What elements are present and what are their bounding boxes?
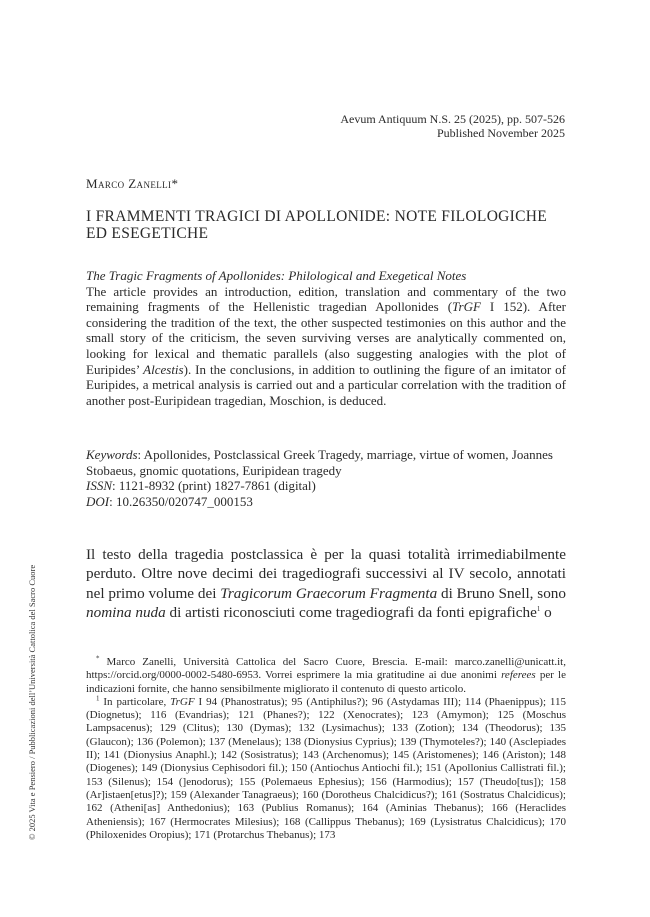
author-name: Marco Zanelli (86, 176, 172, 191)
keywords: Keywords: Apollonides, Postclassical Greek Tragedy, marriage, virtue of women, Joannes Stobaeus, gnomic quotations, Euripidean tragedy (86, 447, 553, 478)
footnote-star: * Marco Zanelli, Università Cattolica del Sacro Cuore, Brescia. E-mail: marco.zanelli@unicatt.it, https://orcid.org/0000-0002-5480-6953. Vorrei esprimere la mia gratitudine ai due anonimi referees per le indicazioni fornite, che hanno sensibilmente migliorato il contenuto di questo articolo. (86, 654, 566, 695)
author-footnote-mark: * (171, 176, 179, 191)
body-text: Il testo della tragedia postclassica è per la quasi totalità irrimediabilmente perduto. Oltre nove decimi dei tragediografi successivi al IV secolo, annotati nel primo volume dei Tragicorum Graecorum Fragmenta di Bruno Snell, sono nomina nuda di artisti riconosciuti come tragediografi da fonti epigrafiche$^1$ o (86, 546, 566, 622)
doi: DOI: 10.26350/020747_000153 (86, 493, 253, 509)
copyright-side-note: © 2025 Vita e Pensiero / Pubblicazioni dell’Università Cattolica del Sacro Cuore (27, 564, 37, 840)
abstract (86, 268, 566, 408)
english-title: The Tragic Fragments of Apollonides: Philological and Exegetical Notes (86, 268, 467, 283)
journal-line: Aevum Antiquum N.S. 25 (2025), pp. 507-526 (340, 112, 565, 126)
keywords-block (86, 447, 566, 509)
abstract-text: The article provides an introduction, edition, translation and commentary of the two remaining fragments of the Hellenistic tragedian Apollonides (TrGF I 152). After considering the tradition of the text, the other suspected testimonies on this author and the small story of the criticism, the seven surviving verses are analytically commented on, looking for lexical and thematic parallels (also suggesting analogies with the plot of Euripides’ Alcestis). In the conclusions, in addition to outlining the figure of an imitator of Euripides, a metrical analysis is carried out and a particular correlation with the tradition of another post-Euripidean tragedian, Moschion, is deduced. (86, 283, 566, 408)
journal-citation (340, 112, 565, 140)
footnote-1: $^1$ In particolare, TrGF I 94 (Phanostratus); 95 (Antiphilus?); 96 (Astydamas III); 114 (Phaenippus); 115 (Diognetus); 116 (Evandrias); 121 (Phanes?); 122 (Xenocrates); 123 (Amymon); 125 (Moschus Lampsacenus); 129 (Clitus); 130 (Dymas); 132 (Lysimachus); 133 (Zotion); 134 (Theodorus); 135 (Glaucon); 136 (Polemon); 137 (Menelaus); 138 (Dionysius Cyprius); 139 (Thymoteles?); 140 (Asclepiades II); 141 (Dionysius Anaphl.); 142 (Sosistratus); 143 (Archenomus); 145 (Aristomenes); 146 (Ariston); 148 (Diogenes); 149 (Dionysius Cephisodori fil.); 150 (Antiochus Antiochi fil.); 151 (Apollonius Callistrati fil.); 153 (Silenus); 154 (]enodorus); 155 (Polemaeus Ephesius); 156 (Harmodius); 157 (Theudo[tus]); 158 (Ar]istaen[etus]?); 159 (Alexander Tanagraeus); 160 (Dorotheus Chalcidicus?); 161 (Sostratus Chalcidicus); 162 (Atheni[as] Anthedonius); 163 (Publius Romanus); 164 (Aminias Thebanus); 166 (Heraclides Atheniensis); 167 (Hermocrates Milesius); 168 (Callippus Thebanus); 169 (Lysistratus Chalcidicus); 170 (Philoxenides Oropius); 171 (Protarchus Thebanus); 173 (86, 694, 566, 841)
article-title: I FRAMMENTI TRAGICI DI APOLLONIDE: NOTE FILOLOGICHE ED ESEGETICHE (86, 208, 548, 242)
footnote-ref[interactable]: 1 (536, 605, 541, 614)
published-line: Published November 2025 (437, 126, 565, 140)
footnotes (86, 656, 566, 842)
author-line (86, 176, 178, 192)
issn: ISSN: 1121-8932 (print) 1827-7861 (digital) (86, 478, 316, 494)
